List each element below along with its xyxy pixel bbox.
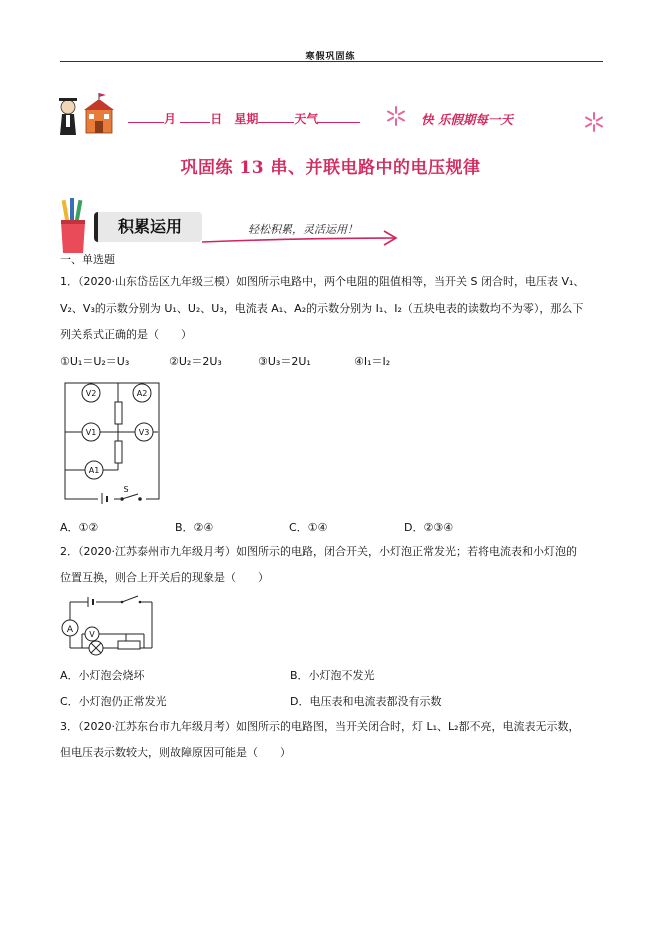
- q1-option-a: A．①②: [60, 521, 99, 534]
- q1-statement-4: ④I₁＝I₂: [354, 355, 391, 368]
- q1-option-c: C．①④: [289, 521, 328, 534]
- snowflake-icon: [584, 112, 604, 132]
- q2-option-a: A．小灯泡会烧坏: [60, 669, 145, 682]
- q1-label-s: S: [123, 485, 129, 494]
- weather-label: 天气: [294, 112, 319, 126]
- q1-label-a2: A2: [136, 389, 148, 398]
- section-badge-label: 积累运用: [117, 217, 182, 236]
- q1-statement-2: ②U₂＝2U₃: [169, 355, 222, 368]
- q1-label-a1: A1: [88, 466, 100, 475]
- part-heading: 一、单选题: [60, 253, 115, 266]
- q1-label-v1: V1: [85, 428, 97, 437]
- pencil-cup-icon: [58, 198, 88, 254]
- q1-circuit-diagram: [60, 376, 170, 504]
- q1-line3: 列关系式正确的是（ ）: [60, 328, 192, 341]
- q1-statement-3: ③U₃＝2U₁: [258, 355, 311, 368]
- month-label: 月: [164, 112, 177, 126]
- q2-option-b: B．小灯泡不发光: [290, 669, 375, 682]
- motto-arrow: [200, 228, 404, 248]
- q3-line2: 但电压表示数较大，则故障原因可能是（ ）: [60, 746, 291, 759]
- q1-statement-1: ①U₁＝U₂＝U₃: [60, 355, 130, 368]
- q2-option-c: C．小灯泡仍正常发光: [60, 695, 167, 708]
- date-line: [128, 110, 360, 127]
- q3-line1: 3．（2020·江苏东台市九年级月考）如图所示的电路图，当开关闭合时，灯 L₁、L₂都不亮，电流表无示数，: [60, 720, 580, 733]
- q1-option-b: B．②④: [175, 521, 214, 534]
- slogan: 快 乐假期每一天: [421, 112, 513, 127]
- q1-label-v3: V3: [138, 428, 150, 437]
- q1-label-v2: V2: [85, 389, 97, 398]
- q2-circuit-diagram: [60, 592, 158, 662]
- q1-line1: 1．（2020·山东岱岳区九年级三模）如图所示电路中，两个电阻的阻值相等，当开关 S 闭合时，电压表 V₁、: [60, 275, 585, 288]
- q2-line1: 2．（2020·江苏泰州市九年级月考）如图所示的电路，闭合开关，小灯泡正常发光；若将电流表和小灯泡的: [60, 545, 577, 558]
- section-motto: 轻松积累，灵活运用！: [248, 223, 358, 236]
- section-badge: [94, 212, 202, 242]
- weekday-label: 星期: [234, 112, 259, 126]
- q2-option-d: D．电压表和电流表都没有示数: [290, 695, 442, 708]
- graduate-school-icon: [56, 93, 116, 137]
- header-rule: [60, 61, 603, 62]
- snowflake-icon: [386, 106, 406, 126]
- q2-label-v: V: [89, 630, 95, 639]
- q1-line2: V₂、V₃的示数分别为 U₁、U₂、U₃，电流表 A₁、A₂的示数分别为 I₁、I₂（五块电表的读数均不为零），那么下: [60, 302, 584, 315]
- page-title: 巩固练 13 串、并联电路中的电压规律: [180, 158, 481, 178]
- day-label: 日: [210, 112, 223, 126]
- q1-option-d: D．②③④: [404, 521, 454, 534]
- q2-label-a: A: [66, 625, 74, 635]
- q2-line2: 位置互换，则合上开关后的现象是（ ）: [60, 571, 269, 584]
- header-title: 寒假巩固练: [305, 52, 356, 62]
